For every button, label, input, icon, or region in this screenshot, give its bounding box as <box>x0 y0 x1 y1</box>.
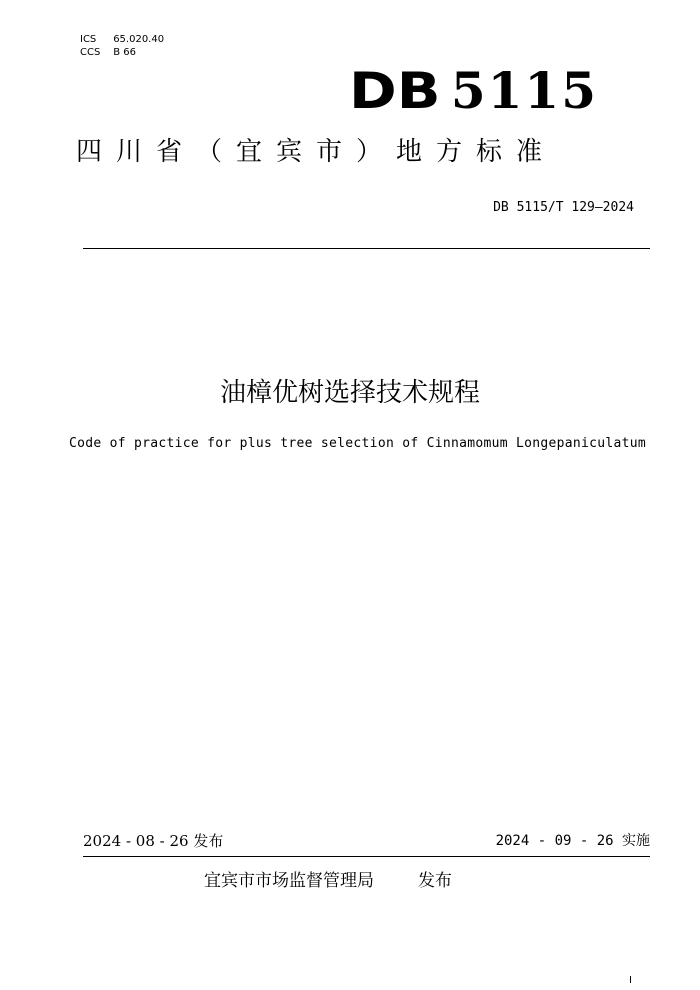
document-title-chinese: 油樟优树选择技术规程 <box>219 378 480 408</box>
ics-label: ICS <box>80 34 97 45</box>
bottom-divider <box>83 856 650 857</box>
standard-mark <box>349 56 598 120</box>
db-mark-number: 5115 <box>450 61 598 120</box>
document-title-english: Code of practice for plus tree selection of Cinnamomum Longepaniculatum <box>69 436 646 451</box>
ccs-code: B 66 <box>113 47 136 58</box>
top-divider <box>83 248 650 249</box>
implement-date: 2024 - 09 - 26 实施 <box>495 833 650 849</box>
classification-codes <box>80 33 164 59</box>
standard-number: DB 5115/T 129—2024 <box>493 200 634 215</box>
ics-row <box>80 33 164 46</box>
publisher-name: 宜宾市市场监督管理局 <box>204 871 374 891</box>
ccs-row <box>80 46 164 59</box>
ccs-label: CCS <box>80 47 101 58</box>
publisher <box>204 866 452 891</box>
db-mark-letters: DB <box>349 62 441 120</box>
page-number: I <box>629 975 632 986</box>
ics-code: 65.020.40 <box>113 34 165 45</box>
issuer-title: 四川省（宜宾市）地方标准 <box>76 137 557 167</box>
publish-date: 2024 - 08 - 26 发布 <box>83 832 224 850</box>
publisher-label: 发布 <box>418 871 452 891</box>
